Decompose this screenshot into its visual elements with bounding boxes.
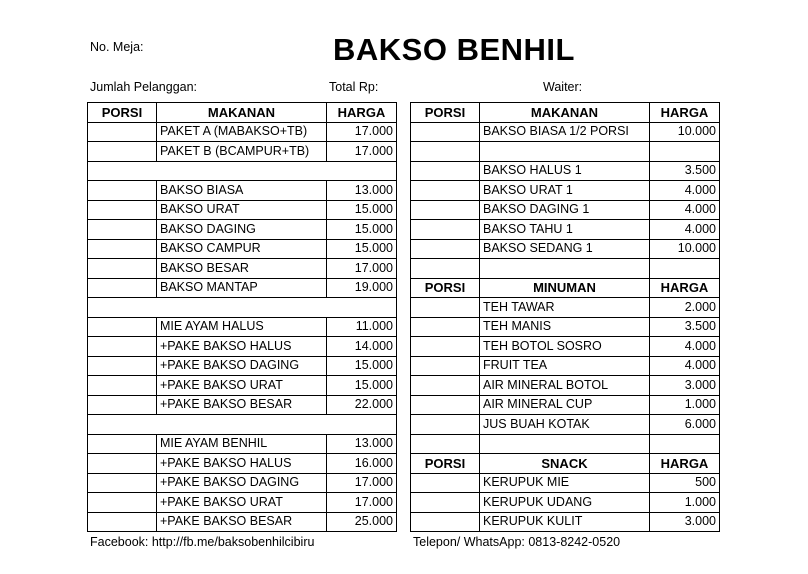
menu-row [88, 181, 397, 201]
item-price: 16.000 [327, 454, 397, 474]
item-name: +PAKE BAKSO HALUS [157, 454, 327, 474]
porsi-cell[interactable] [411, 395, 480, 415]
porsi-cell[interactable] [88, 473, 157, 493]
item-price: 15.000 [327, 239, 397, 259]
waiter-label: Waiter: [543, 80, 583, 94]
porsi-cell[interactable] [411, 415, 480, 435]
item-name: +PAKE BAKSO URAT [157, 376, 327, 396]
item-name: AIR MINERAL CUP [480, 395, 650, 415]
item-price: 14.000 [327, 337, 397, 357]
menu-row [411, 493, 720, 513]
porsi-cell[interactable] [411, 220, 480, 240]
menu-row [411, 434, 720, 454]
item-name: FRUIT TEA [480, 356, 650, 376]
menu-row [88, 142, 397, 162]
menu-row [411, 259, 720, 279]
menu-row [411, 298, 720, 318]
section-title: SNACK [480, 454, 650, 474]
porsi-header: PORSI [411, 103, 480, 123]
menu-row [411, 473, 720, 493]
item-name: BAKSO TAHU 1 [480, 220, 650, 240]
item-price: 10.000 [650, 122, 720, 142]
porsi-header: PORSI [411, 454, 480, 474]
porsi-cell[interactable] [411, 356, 480, 376]
porsi-cell[interactable] [88, 161, 157, 181]
menu-row [411, 181, 720, 201]
item-name: TEH BOTOL SOSRO [480, 337, 650, 357]
harga-header: HARGA [650, 454, 720, 474]
menu-row [88, 493, 397, 513]
porsi-cell[interactable] [411, 317, 480, 337]
menu-row [411, 317, 720, 337]
harga-header: HARGA [650, 103, 720, 123]
right-table-header [411, 103, 720, 123]
porsi-header: PORSI [88, 103, 157, 123]
porsi-cell[interactable] [411, 142, 480, 162]
item-price: 15.000 [327, 200, 397, 220]
porsi-cell[interactable] [88, 200, 157, 220]
item-price: 3.500 [650, 317, 720, 337]
item-name: BAKSO DAGING 1 [480, 200, 650, 220]
item-name: BAKSO BIASA 1/2 PORSI [480, 122, 650, 142]
porsi-cell[interactable] [411, 200, 480, 220]
telepon-footer: Telepon/ WhatsApp: 0813-8242-0520 [413, 535, 621, 549]
item-name [480, 259, 650, 279]
section-header [411, 278, 720, 298]
menu-row [411, 415, 720, 435]
left-table-header [88, 103, 397, 123]
menu-row [88, 259, 397, 279]
item-price: 4.000 [650, 200, 720, 220]
menu-row [411, 512, 720, 532]
item-name: BAKSO DAGING [157, 220, 327, 240]
menu-row [411, 220, 720, 240]
menu-row [88, 278, 397, 298]
porsi-cell[interactable] [411, 122, 480, 142]
porsi-cell[interactable] [411, 493, 480, 513]
item-name: TEH TAWAR [480, 298, 650, 318]
item-price: 17.000 [327, 259, 397, 279]
porsi-cell[interactable] [88, 181, 157, 201]
item-price: 4.000 [650, 220, 720, 240]
menu-row [88, 395, 397, 415]
menu-row [88, 454, 397, 474]
menu-row [88, 473, 397, 493]
item-price: 15.000 [327, 376, 397, 396]
item-price: 17.000 [327, 142, 397, 162]
porsi-cell[interactable] [88, 415, 157, 435]
porsi-cell[interactable] [88, 434, 157, 454]
porsi-cell[interactable] [88, 122, 157, 142]
menu-row [411, 142, 720, 162]
menu-row [411, 161, 720, 181]
item-price: 13.000 [327, 434, 397, 454]
item-price: 3.500 [650, 161, 720, 181]
item-name: +PAKE BAKSO HALUS [157, 337, 327, 357]
item-price [327, 161, 397, 181]
porsi-cell[interactable] [411, 376, 480, 396]
menu-row [88, 239, 397, 259]
item-name: PAKET A (MABAKSO+TB) [157, 122, 327, 142]
menu-row [88, 317, 397, 337]
porsi-cell[interactable] [411, 161, 480, 181]
item-name: BAKSO CAMPUR [157, 239, 327, 259]
porsi-cell[interactable] [88, 298, 157, 318]
right-menu-table [410, 102, 720, 532]
porsi-cell[interactable] [411, 259, 480, 279]
item-price: 2.000 [650, 298, 720, 318]
item-price: 15.000 [327, 220, 397, 240]
porsi-cell[interactable] [411, 239, 480, 259]
item-name: BAKSO SEDANG 1 [480, 239, 650, 259]
item-price: 4.000 [650, 181, 720, 201]
porsi-cell[interactable] [88, 259, 157, 279]
porsi-cell[interactable] [411, 434, 480, 454]
item-price: 15.000 [327, 356, 397, 376]
item-name [157, 161, 327, 181]
menu-row [411, 200, 720, 220]
left-menu-table [87, 102, 397, 532]
item-name: BAKSO BESAR [157, 259, 327, 279]
no-meja-label: No. Meja: [90, 40, 144, 54]
porsi-cell[interactable] [411, 181, 480, 201]
item-price: 1.000 [650, 493, 720, 513]
item-price: 6.000 [650, 415, 720, 435]
item-price [327, 298, 397, 318]
item-name: JUS BUAH KOTAK [480, 415, 650, 435]
harga-header: HARGA [327, 103, 397, 123]
harga-header: HARGA [650, 278, 720, 298]
page-title: BAKSO BENHIL [333, 32, 575, 67]
makanan-header: MAKANAN [480, 103, 650, 123]
item-name: +PAKE BAKSO DAGING [157, 356, 327, 376]
porsi-cell[interactable] [88, 337, 157, 357]
item-price: 11.000 [327, 317, 397, 337]
porsi-cell[interactable] [411, 298, 480, 318]
item-price: 17.000 [327, 493, 397, 513]
porsi-cell[interactable] [88, 278, 157, 298]
menu-row [411, 122, 720, 142]
porsi-cell[interactable] [411, 512, 480, 532]
porsi-cell[interactable] [88, 239, 157, 259]
item-price: 19.000 [327, 278, 397, 298]
item-name: BAKSO URAT [157, 200, 327, 220]
porsi-cell[interactable] [88, 317, 157, 337]
item-name [480, 142, 650, 162]
porsi-header: PORSI [411, 278, 480, 298]
item-name: BAKSO URAT 1 [480, 181, 650, 201]
item-price: 3.000 [650, 376, 720, 396]
menu-row [88, 356, 397, 376]
menu-row [88, 200, 397, 220]
item-name [157, 298, 327, 318]
menu-row [88, 122, 397, 142]
menu-row [411, 239, 720, 259]
makanan-header: MAKANAN [157, 103, 327, 123]
porsi-cell[interactable] [88, 395, 157, 415]
menu-row [88, 337, 397, 357]
porsi-cell[interactable] [88, 454, 157, 474]
item-name: BAKSO BIASA [157, 181, 327, 201]
item-price [650, 259, 720, 279]
item-name: BAKSO MANTAP [157, 278, 327, 298]
item-name: +PAKE BAKSO BESAR [157, 512, 327, 532]
menu-row [88, 298, 397, 318]
menu-row [411, 337, 720, 357]
item-name: +PAKE BAKSO URAT [157, 493, 327, 513]
menu-row [88, 512, 397, 532]
menu-row [88, 161, 397, 181]
porsi-cell[interactable] [88, 493, 157, 513]
item-price: 4.000 [650, 356, 720, 376]
item-price: 17.000 [327, 122, 397, 142]
item-name: TEH MANIS [480, 317, 650, 337]
section-title: MINUMAN [480, 278, 650, 298]
item-price: 3.000 [650, 512, 720, 532]
porsi-cell[interactable] [88, 142, 157, 162]
menu-row [411, 395, 720, 415]
item-price: 1.000 [650, 395, 720, 415]
porsi-cell[interactable] [88, 376, 157, 396]
item-name [480, 434, 650, 454]
total-rp-label: Total Rp: [329, 80, 379, 94]
porsi-cell[interactable] [88, 356, 157, 376]
item-price: 10.000 [650, 239, 720, 259]
menu-row [88, 220, 397, 240]
porsi-cell[interactable] [88, 220, 157, 240]
item-name: PAKET B (BCAMPUR+TB) [157, 142, 327, 162]
item-name: KERUPUK UDANG [480, 493, 650, 513]
item-name: MIE AYAM BENHIL [157, 434, 327, 454]
jumlah-pelanggan-label: Jumlah Pelanggan: [90, 80, 198, 94]
item-price [650, 142, 720, 162]
item-name: AIR MINERAL BOTOL [480, 376, 650, 396]
porsi-cell[interactable] [411, 473, 480, 493]
item-name: BAKSO HALUS 1 [480, 161, 650, 181]
item-price: 17.000 [327, 473, 397, 493]
item-name: KERUPUK KULIT [480, 512, 650, 532]
item-name [157, 415, 327, 435]
porsi-cell[interactable] [411, 337, 480, 357]
item-price: 4.000 [650, 337, 720, 357]
menu-row [411, 376, 720, 396]
item-price: 25.000 [327, 512, 397, 532]
item-price: 22.000 [327, 395, 397, 415]
menu-row [411, 356, 720, 376]
item-price: 500 [650, 473, 720, 493]
item-price [650, 434, 720, 454]
menu-row [88, 434, 397, 454]
menu-row [88, 415, 397, 435]
item-name: +PAKE BAKSO BESAR [157, 395, 327, 415]
menu-row [88, 376, 397, 396]
porsi-cell[interactable] [88, 512, 157, 532]
section-header [411, 454, 720, 474]
facebook-footer: Facebook: http://fb.me/baksobenhilcibiru [90, 535, 315, 549]
item-name: MIE AYAM HALUS [157, 317, 327, 337]
item-name: +PAKE BAKSO DAGING [157, 473, 327, 493]
item-price: 13.000 [327, 181, 397, 201]
item-price [327, 415, 397, 435]
item-name: KERUPUK MIE [480, 473, 650, 493]
